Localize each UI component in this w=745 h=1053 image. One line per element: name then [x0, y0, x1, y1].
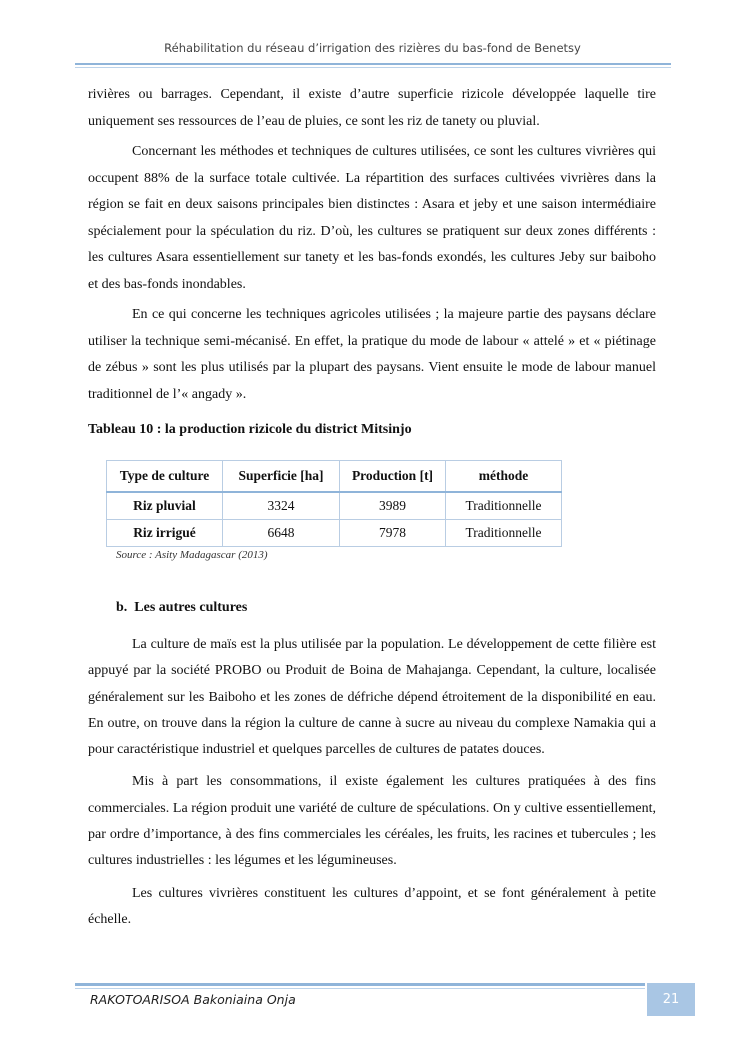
cell-method: Traditionnelle	[446, 492, 562, 520]
cell-production: 7978	[340, 520, 446, 547]
paragraph-2: Concernant les méthodes et techniques de cultures utilisées, ce sont les cultures vivrières qui occupent 88% de la surface totale cultivée. La répartition des surfaces cultivées vivrières dans la région se fait en deux saisons principales bien distinctes : Asara et jeby et une saison intermédiaire spécialement pour la spéculation du riz. D’où, les cultures se pratiquent sur deux zones différents : les cultures Asara essentiellement sur tanety et les bas-fonds exondés, les cultures Jeby sur baiboho et des bas-fonds inondables.	[88, 144, 656, 292]
header-rule	[75, 63, 671, 65]
cell-area: 3324	[223, 492, 340, 520]
section-paragraph-1: La culture de maïs est la plus utilisée par la population. Le développement de cette filière est appuyé par la société PROBO ou Produit de Boina de Mahajanga. Cependant, la culture, localisée généralement sur les Baiboho et les zones de défriche dépend étroitement de la disponibilité en eau. En outre, on trouve dans la région la culture de canne à sucre au niveau du complexe Namakia qui a pour caractéristique industriel et quelques parcelles de cultures de patates douces.	[88, 637, 656, 758]
page-number: 21	[647, 983, 695, 1016]
header-rule-thin	[75, 67, 671, 68]
table-header-row	[107, 461, 562, 493]
section-paragraph-2: Mis à part les consommations, il existe également les cultures pratiquées à des fins commerciales. La région produit une variété de culture de spéculations. On y cultive essentiellement, par ordre d’importance, à des fins commerciales les céréales, les fruits, les racines et tubercules ; les cultures industrielles : les légumes et les légumineuses.	[88, 774, 656, 869]
table-row	[107, 492, 562, 520]
production-table	[106, 460, 562, 547]
cell-type: Riz irrigué	[107, 520, 223, 547]
cell-method: Traditionnelle	[446, 520, 562, 547]
cell-area: 6648	[223, 520, 340, 547]
body-text	[88, 82, 656, 408]
section-text	[88, 632, 656, 933]
header-production: Production [t]	[340, 461, 446, 493]
paragraph-1: rivières ou barrages. Cependant, il existe d’autre superficie rizicole développée laquelle tire uniquement ses ressources de l’eau de pluies, ce sont les riz de tanety ou pluvial.	[88, 87, 656, 129]
section-heading: b. Les autres cultures	[116, 600, 248, 615]
cell-type: Riz pluvial	[107, 492, 223, 520]
section-paragraph-3: Les cultures vivrières constituent les cultures d’appoint, et se font généralement à petite échelle.	[88, 885, 656, 927]
header-method: méthode	[446, 461, 562, 493]
running-header: Réhabilitation du réseau d’irrigation des rizières du bas-fond de Benetsy	[164, 41, 581, 55]
table-source: Source : Asity Madagascar (2013)	[116, 549, 268, 561]
header-area: Superficie [ha]	[223, 461, 340, 493]
table-row	[107, 520, 562, 547]
footer-rule	[75, 983, 645, 986]
table-caption: Tableau 10 : la production rizicole du district Mitsinjo	[88, 422, 412, 437]
paragraph-3: En ce qui concerne les techniques agricoles utilisées ; la majeure partie des paysans déclare utiliser la technique semi-mécanisé. En effet, la pratique du mode de labour « attelé » et « piétinage de zébus » sont les plus utilisés par la plupart des paysans. Vient ensuite le mode de labour manuel traditionnel de l’« angady ».	[88, 307, 656, 402]
header-type: Type de culture	[107, 461, 223, 493]
footer-rule-thin	[75, 988, 645, 989]
cell-production: 3989	[340, 492, 446, 520]
footer-author: RAKOTOARISOA Bakoniaina Onja	[90, 992, 296, 1007]
